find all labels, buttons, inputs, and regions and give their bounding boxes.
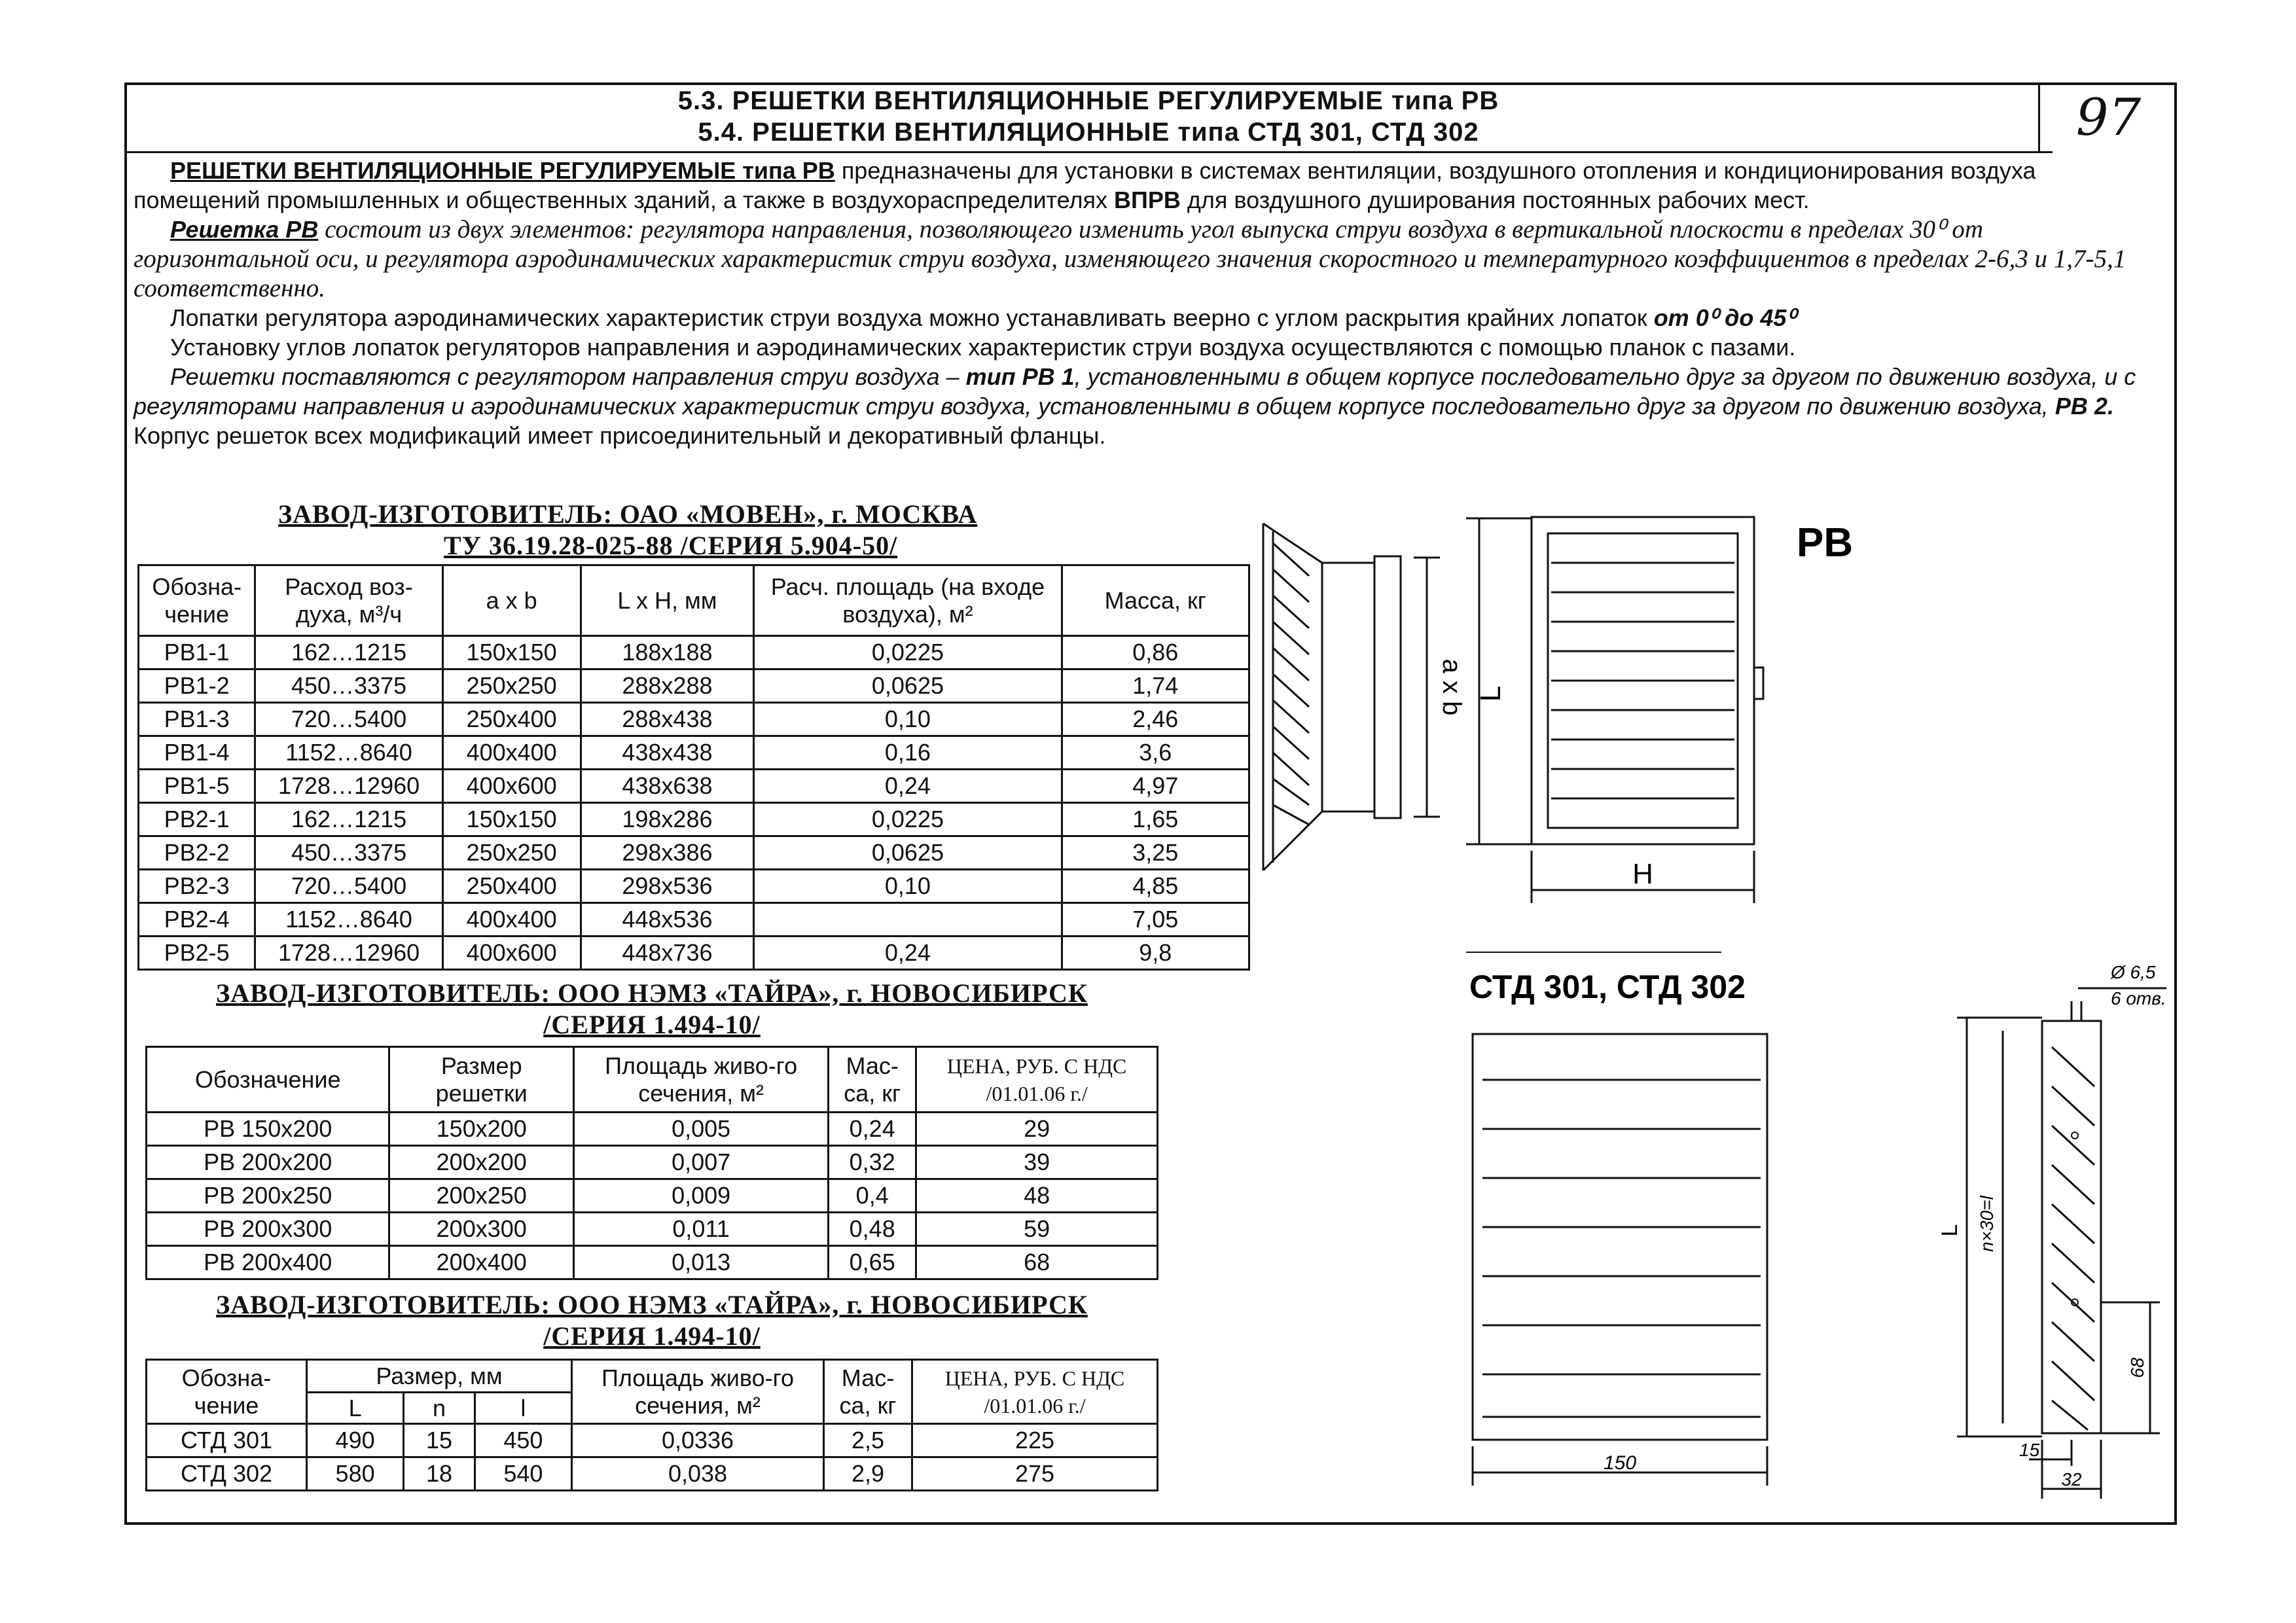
table-cell: РВ1-2 [139,669,255,703]
table-cell: 198x286 [581,803,754,836]
table-cell: 0,24 [754,936,1062,970]
table-cell: 0,4 [829,1179,916,1213]
supply-text-a: Решетки поставляются с регулятором направления струи воздуха – [170,363,966,390]
col-designation: Обозна-чение [147,1360,307,1424]
table-cell: 59 [916,1213,1158,1246]
col-designation: Обозна-чение [139,565,255,636]
axb-dimension-label: a x b [1437,658,1466,716]
maker2-heading: ЗАВОД-ИЗГОТОВИТЕЛЬ: ООО НЭМЗ «ТАЙРА», г. НОВОСИБИРСК [216,978,1088,1008]
table-cell: 200х300 [389,1213,574,1246]
col-designation: Обозначение [147,1047,389,1113]
intro-text-a: предназначены для установки в системах вентиляции, воздушного отопления и кондиционирования воздуха помещений промышленных и общественных зданий, а также в воздухораспределителях [134,157,2036,213]
dim-68: 68 [2127,1357,2147,1378]
col-price: ЦЕНА, РУБ. С НДС /01.01.06 г./ [912,1360,1158,1424]
type-rv1: тип РВ 1 [965,363,1075,390]
blade-text: Лопатки регулятора аэродинамических характеристик струи воздуха можно устанавливать веерно с углом раскрытия крайних лопаток [170,304,1654,331]
table-cell: 188x188 [581,636,754,669]
hole-count: 6 отв. [2111,988,2166,1008]
table-cell: 298x386 [581,836,754,870]
rv-front-view [1466,517,1763,903]
table-cell: 288x438 [581,703,754,736]
maker1-spec: ТУ 36.19.28-025-88 /СЕРИЯ 5.904-50/ [444,531,898,560]
table-cell: 490 [307,1424,404,1457]
table-cell: 298x536 [581,870,754,903]
table-cell: 400x400 [442,736,581,770]
intro-vprv: ВПРВ [1113,187,1181,213]
H-dimension-label: H [1632,858,1653,890]
col-airflow: Расход воз-духа, м³/ч [255,565,442,636]
table-cell: 720…5400 [255,703,442,736]
table-cell: 162…1215 [255,803,442,836]
table-cell: 1728…12960 [255,936,442,970]
intro-lead: РЕШЕТКИ ВЕНТИЛЯЦИОННЫЕ РЕГУЛИРУЕМЫЕ типа РВ [170,157,835,184]
table-cell: 540 [475,1457,571,1491]
table-cell: РВ1-4 [139,736,255,770]
table-cell: 1152…8640 [255,903,442,936]
table-cell: 225 [912,1424,1158,1457]
table-cell: 200х250 [389,1179,574,1213]
col-size: Размер, мм [307,1360,572,1393]
table-cell: 0,0225 [754,636,1062,669]
col-axb: a x b [442,565,581,636]
table-cell: СТД 302 [147,1457,307,1491]
table-cell: 7,05 [1062,903,1249,936]
table-cell: 68 [916,1246,1158,1279]
col-L: L [307,1393,404,1424]
dim-32: 32 [2061,1469,2082,1489]
table-cell: 1,74 [1062,669,1249,703]
table-cell: 4,85 [1062,870,1249,903]
table-cell: 448x536 [581,903,754,936]
table-cell: РВ1-1 [139,636,255,669]
table-cell: РВ 200х300 [147,1213,389,1246]
table-cell: 1152…8640 [255,736,442,770]
table-cell: СТД 301 [147,1424,307,1457]
table-cell: 720…5400 [255,870,442,903]
table-cell: РВ 200х400 [147,1246,389,1279]
section-title-5-3: 5.3. РЕШЕТКИ ВЕНТИЛЯЦИОННЫЕ РЕГУЛИРУЕМЫЕ типа РВ [677,86,1499,115]
table-cell: 0,038 [572,1457,824,1491]
table-cell: 400x600 [442,936,581,970]
col-n: n [404,1393,475,1424]
table-cell: 4,97 [1062,770,1249,803]
col-mass: Масса, кг [1062,565,1249,636]
std-label: СТД 301, СТД 302 [1469,969,1746,1005]
col-price: ЦЕНА, РУБ. С НДС /01.01.06 г./ [916,1047,1158,1113]
dim-150: 150 [1603,1452,1637,1474]
table-cell: 0,24 [754,770,1062,803]
table-cell: 3,25 [1062,836,1249,870]
hole-diameter: Ø 6,5 [2111,962,2156,982]
L-std-label: L [1937,1224,1962,1237]
table-cell: РВ2-3 [139,870,255,903]
table-cell: 0,65 [829,1246,916,1279]
rv-lead: Решетка РВ [170,216,319,243]
table-cell: 0,10 [754,703,1062,736]
table-cell: 250x250 [442,669,581,703]
table-cell: РВ2-5 [139,936,255,970]
table-cell: 0,10 [754,870,1062,903]
intro-paragraph-4: Установку углов лопаток регуляторов направления и аэродинамических характеристик струи воздуха осуществляются с помощью планок с пазами. [170,334,1796,361]
table-cell: 448x736 [581,936,754,970]
table-cell: 288x288 [581,669,754,703]
table-cell: 162…1215 [255,636,442,669]
table-cell: 438x438 [581,736,754,770]
supply-text-c: Корпус решеток всех модификаций имеет присоединительный и декоративный фланцы. [134,422,1106,449]
table-cell: 150х200 [389,1113,574,1146]
col-size: Размер решетки [389,1047,574,1113]
table-cell: 0,007 [574,1146,829,1179]
table-cell: 0,48 [829,1213,916,1246]
table-cell: 0,005 [574,1113,829,1146]
page-number: 97 [2038,82,2177,153]
table-cell: РВ2-1 [139,803,255,836]
L-dimension-label: L [1475,685,1507,702]
rv-description: состоит из двух элементов: регулятора направления, позволяющего изменить угол выпуска струи воздуха в вертикальной плоскости в пределах 30⁰ от горизонтальной оси, и регулятора аэродинамических характеристик струи воздуха, изменяющего значения скоростного и температурного коэффициентов в пределах 2-6,3 и 1,7-5,1 соответственно. [134,215,2126,302]
table-cell: РВ2-2 [139,836,255,870]
table-cell: 200х200 [389,1146,574,1179]
table-cell: 0,009 [574,1179,829,1213]
maker3-series: /СЕРИЯ 1.494-10/ [543,1321,761,1351]
table-cell: 580 [307,1457,404,1491]
dim-15: 15 [2019,1440,2040,1460]
table-cell: 275 [912,1457,1158,1491]
nx30-label: n×30=l [1977,1196,1997,1252]
table-cell: 150x150 [442,803,581,836]
table-cell: 2,46 [1062,703,1249,736]
table-cell: 48 [916,1179,1158,1213]
table-cell: 200х400 [389,1246,574,1279]
table-cell: 39 [916,1146,1158,1179]
table-cell: 0,16 [754,736,1062,770]
table-cell: 250x250 [442,836,581,870]
table-cell: 450…3375 [255,836,442,870]
col-lxh: L x H, мм [581,565,754,636]
table-cell: РВ1-3 [139,703,255,736]
hole-marker-1 [2072,1132,2078,1139]
table-cell: 3,6 [1062,736,1249,770]
table-cell: 0,013 [574,1246,829,1279]
table-cell: РВ 200х250 [147,1179,389,1213]
rv-label: РВ [1797,520,1854,565]
rv-side-view [1263,524,1440,870]
section-title-5-4: 5.4. РЕШЕТКИ ВЕНТИЛЯЦИОННЫЕ типа СТД 301, СТД 302 [698,118,1479,147]
table-cell: 400x600 [442,770,581,803]
table-cell: 450 [475,1424,571,1457]
table-cell: 400x400 [442,903,581,936]
table-cell: 2,5 [824,1424,912,1457]
maker3-heading: ЗАВОД-ИЗГОТОВИТЕЛЬ: ООО НЭМЗ «ТАЙРА», г. НОВОСИБИРСК [216,1290,1088,1319]
table-cell: РВ2-4 [139,903,255,936]
blade-range: от 0⁰ до 45⁰ [1653,304,1796,331]
table-cell: 0,0625 [754,836,1062,870]
intro-text-b: для воздушного душирования постоянных рабочих мест. [1180,187,1810,213]
table-cell: 0,0225 [754,803,1062,836]
table-cell: 0,011 [574,1213,829,1246]
table-cell: РВ 150х200 [147,1113,389,1146]
col-mass: Мас-са, кг [824,1360,912,1424]
table-cell: 0,32 [829,1146,916,1179]
table-cell: 250x400 [442,870,581,903]
table-cell: 1728…12960 [255,770,442,803]
col-area: Расч. площадь (на входе воздуха), м² [754,565,1062,636]
table-cell: 0,86 [1062,636,1249,669]
std-front-view [1473,1034,1767,1486]
col-area: Площадь живо-го сечения, м² [572,1360,824,1424]
table-cell: РВ1-5 [139,770,255,803]
table-cell: 150x150 [442,636,581,669]
supply-text-b: , установленными в общем корпусе последовательно друг за другом по движению воздуха, и с регуляторами направления и аэродинамических характеристик струи воздуха, установленными в общем корпусе последовательно друг за другом по движению воздуха, [134,363,2136,419]
maker1-heading: ЗАВОД-ИЗГОТОВИТЕЛЬ: ОАО «МОВЕН», г. МОСКВА [278,499,978,529]
col-mass: Мас-са, кг [829,1047,916,1113]
table-cell: 15 [404,1424,475,1457]
type-rv2: РВ 2. [2054,393,2114,419]
table-cell: 18 [404,1457,475,1491]
table-cell: 29 [916,1113,1158,1146]
maker2-series: /СЕРИЯ 1.494-10/ [543,1010,761,1039]
table-cell: РВ 200х200 [147,1146,389,1179]
col-l: l [475,1393,571,1424]
table-cell: 1,65 [1062,803,1249,836]
table-cell: 0,24 [829,1113,916,1146]
table-cell: 9,8 [1062,936,1249,970]
table-cell: 438x638 [581,770,754,803]
table-cell: 250x400 [442,703,581,736]
table-cell: 450…3375 [255,669,442,703]
table-cell: 2,9 [824,1457,912,1491]
table-cell: 0,0625 [754,669,1062,703]
col-area: Площадь живо-го сечения, м² [574,1047,829,1113]
table-cell: 0,0336 [572,1424,824,1457]
